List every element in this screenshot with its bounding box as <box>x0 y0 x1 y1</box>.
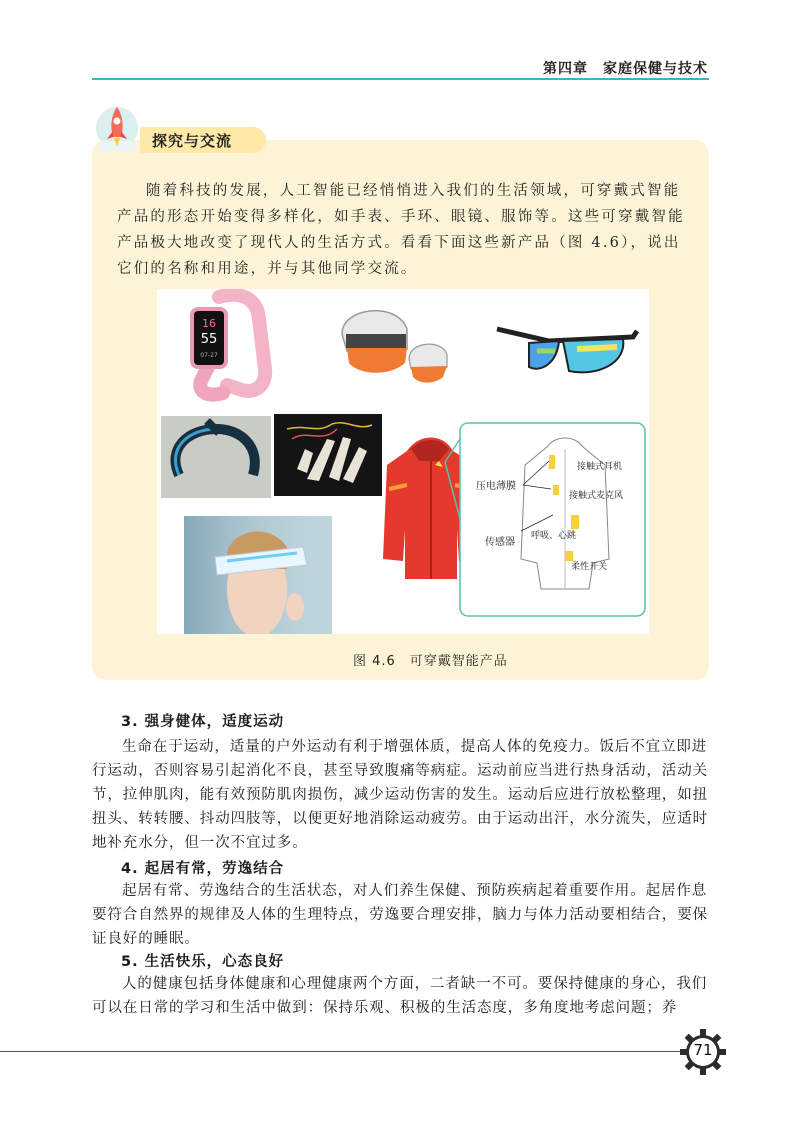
section-heading-happiness: 5. 生活快乐，心态良好 <box>121 954 285 970</box>
rocket-icon <box>92 101 142 159</box>
header-rule <box>92 78 709 80</box>
smart-glasses-image <box>497 329 637 372</box>
section-body-routine: 起居有常、劳逸结合的生活状态，对人们养生保健、预防疾病起着重要作用。起居作息要符合自然界的规律及人体的生理特点，劳逸要合理安排，脑力与体力活动要相结合，要保证良好的睡眠。 <box>92 883 708 947</box>
chapter-header: 第四章 家庭保健与技术 <box>543 61 708 77</box>
page-number: 71 <box>693 1041 713 1059</box>
label-piezo-film: 压电薄膜 <box>476 481 516 492</box>
footer-rule <box>0 1051 690 1052</box>
smart-helmet-image <box>342 311 447 383</box>
figure-caption: 图 4.6 可穿戴智能产品 <box>353 654 508 669</box>
smart-glove-image <box>274 414 382 496</box>
explore-paragraph: 随着科技的发展，人工智能已经悄悄进入我们的生活领域，可穿戴式智能产品的形态开始变得多样化，如手表、手环、眼镜、服饰等。这些可穿戴智能产品极大地改变了现代人的生活方式。看看下面这些新产品（图 4.6），说出它们的名称和用途，并与其他同学交流。 <box>117 183 685 277</box>
watch-display-top: 16 <box>202 317 216 330</box>
label-breath-heart: 呼吸、心跳 <box>531 531 577 541</box>
label-flex-switch: 柔性开关 <box>571 562 608 572</box>
smart-headband-image <box>161 416 271 498</box>
figure-wearables <box>157 289 649 634</box>
vr-headset-image <box>184 516 332 634</box>
section-heading-routine: 4. 起居有常，劳逸结合 <box>121 861 285 877</box>
explore-title: 探究与交流 <box>152 132 233 150</box>
label-sensor: 传感器 <box>485 537 515 548</box>
section-body-exercise: 生命在于运动，适量的户外运动有利于增强体质，提高人体的免疫力。饭后不宜立即进行运动，否则容易引起消化不良，甚至导致腹痛等病症。运动前应当进行热身活动，活动关节，拉伸肌肉，能有效预防肌肉损伤，减少运动伤害的发生。运动后应进行放松整理，如扭扭头、转转腰、抖动四肢等，以便更好地消除运动疲劳。由于运动出汗，水分流失，应适时地补充水分，但一次不宜过多。 <box>92 739 708 851</box>
label-contact-earphone: 接触式耳机 <box>577 462 623 472</box>
wearables-illustration <box>157 289 649 634</box>
label-contact-mic: 接触式麦克风 <box>569 491 624 501</box>
smart-band-image <box>190 295 265 395</box>
jacket-diagram <box>445 423 645 616</box>
watch-display-bottom: 07-27 <box>200 352 218 359</box>
watch-display-mid: 55 <box>200 332 218 347</box>
section-heading-exercise: 3. 强身健体，适度运动 <box>121 714 285 730</box>
section-body-happiness: 人的健康包括身体健康和心理健康两个方面，二者缺一不可。要保持健康的身心，我们可以在日常的学习和生活中做到：保持乐观、积极的生活态度，多角度地考虑问题；养 <box>92 976 708 1016</box>
